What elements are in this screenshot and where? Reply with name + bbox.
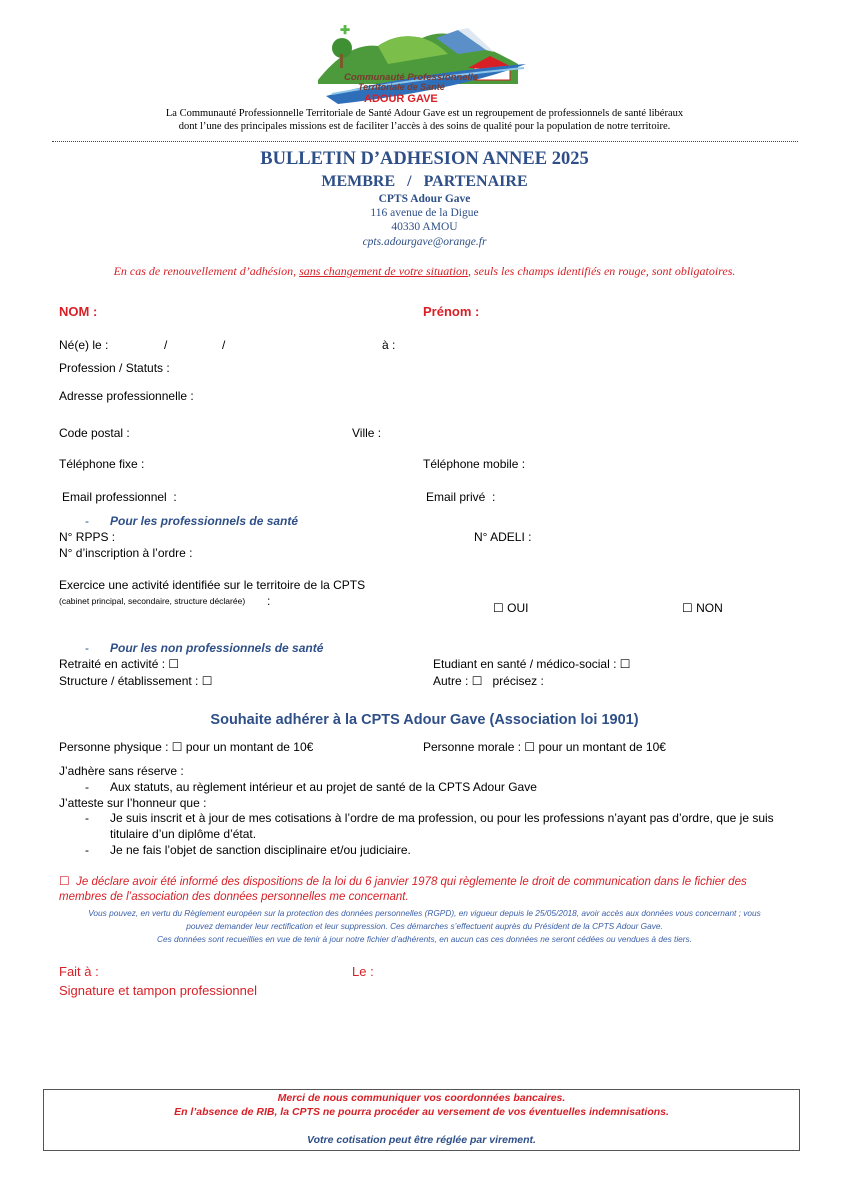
nom-label: NOM : xyxy=(59,304,98,319)
activity-note: (cabinet principal, secondaire, structure déclarée) xyxy=(59,596,246,606)
rgpd-line3: Ces données sont recueillies en vue de tenir à jour notre fichier d’adhérents, en aucun cas ces données ne seront cédées ou vendues à des tiers. xyxy=(156,934,693,944)
email-private-label: Email privé : xyxy=(426,490,496,504)
prenom-label: Prénom : xyxy=(423,304,480,319)
address-label: Adresse professionnelle : xyxy=(59,389,194,403)
renewal-note: En cas de renouvellement d’adhésion, sans changement de votre situation, seuls les champs identifiés en rouge, sont obligatoires. xyxy=(113,264,736,278)
logo-text-2: Territoriale de Santé xyxy=(358,82,445,92)
oui-option[interactable]: ☐ OUI xyxy=(493,601,529,615)
separator xyxy=(52,141,798,142)
checkbox-icon[interactable]: ☐ xyxy=(168,657,180,671)
cpts-logo xyxy=(318,24,530,108)
rgpd-line2: pouvez demander leur rectification et leur suppression. Ces démarches s’effectuent auprès du Président de la CPTS Adour Gave. xyxy=(186,921,663,931)
nonpro-section-heading: Pour les non professionnels de santé xyxy=(110,641,324,655)
postal-code-label: Code postal : xyxy=(59,426,130,440)
statuts-dash: - xyxy=(85,780,89,794)
signature-label: Signature et tampon professionnel xyxy=(59,983,258,998)
nonpro-section-dash: - xyxy=(85,641,89,655)
retired-option[interactable]: Retraité en activité : ☐ xyxy=(59,657,180,671)
atteste-text: J’atteste sur l’honneur que : xyxy=(59,796,207,810)
activity-label: Exercice une activité identifiée sur le territoire de la CPTS xyxy=(59,578,366,592)
checkbox-icon[interactable]: ☐ xyxy=(59,874,70,888)
physical-person-option[interactable]: Personne physique : ☐ pour un montant de 10€ xyxy=(59,740,314,754)
pro-section-dash: - xyxy=(85,514,89,528)
date-label: Le : xyxy=(352,964,374,979)
birthdate-label: Né(e) le : xyxy=(59,338,109,352)
landline-label: Téléphone fixe : xyxy=(59,457,145,471)
mobile-label: Téléphone mobile : xyxy=(423,457,526,471)
sanction-dash: - xyxy=(85,843,89,857)
non-option[interactable]: ☐ NON xyxy=(682,601,723,615)
org-city: 40330 AMOU xyxy=(391,221,458,233)
birthplace-label: à : xyxy=(382,338,396,352)
intro-line-1: La Communauté Professionnelle Territoriale de Santé Adour Gave est un regroupement de professionnels de santé libéraux xyxy=(165,108,684,119)
org-street: 116 avenue de la Digue xyxy=(370,207,479,219)
logo-text-1: Communauté Professionnelle xyxy=(344,72,479,83)
checkbox-icon[interactable]: ☐ xyxy=(493,601,504,615)
declaration-line2: membres de l’association des données personnelles me concernant. xyxy=(59,891,409,903)
order-registration-label: N° d’inscription à l’ordre : xyxy=(59,546,193,560)
rgpd-line1: Vous pouvez, en vertu du Règlement européen sur la protection des données personnelles (RGPD), en vigueur depuis le 25/05/2018, avoir accès aux données vous concernant ; vous xyxy=(88,908,761,918)
fait-label: Fait à : xyxy=(59,964,99,979)
checkbox-icon[interactable]: ☐ xyxy=(471,674,483,688)
footer-line2: En l’absence de RIB, la CPTS ne pourra procéder au versement de vos éventuelles indemnisations. xyxy=(174,1106,669,1118)
other-option[interactable]: Autre : ☐ précisez : xyxy=(433,674,544,688)
svg-text:✚: ✚ xyxy=(340,24,351,37)
checkbox-icon[interactable]: ☐ xyxy=(524,740,536,754)
birthdate-slash-1: / xyxy=(164,338,168,352)
profession-label: Profession / Statuts : xyxy=(59,361,170,375)
legal-person-option[interactable]: Personne morale : ☐ pour un montant de 10€ xyxy=(423,740,666,754)
bank-info-box xyxy=(43,1089,800,1151)
intro-line-2: dont l’une des principales missions est de faciliter l’accès à des soins de qualité pour la population de notre territoire. xyxy=(178,121,671,132)
checkbox-icon[interactable]: ☐ xyxy=(682,601,693,615)
adhesion-heading: Souhaite adhérer à la CPTS Adour Gave (Association loi 1901) xyxy=(210,712,639,728)
sanction-item: Je ne fais l’objet de sanction disciplinaire et/ou judiciaire. xyxy=(110,843,411,857)
declaration-line1[interactable]: ☐ Je déclare avoir été informé des dispositions de la loi du 6 janvier 1978 qui règlemente le droit de communication dans le fichier des xyxy=(59,874,747,888)
inscrit-dash: - xyxy=(85,811,89,825)
inscrit-item-line2: titulaire d’un diplôme d’état. xyxy=(110,827,257,841)
logo-text-3: ADOUR GAVE xyxy=(364,93,438,105)
city-label: Ville : xyxy=(352,426,382,440)
pro-section-heading: Pour les professionnels de santé xyxy=(110,514,299,528)
footer-line3: Votre cotisation peut être réglée par virement. xyxy=(307,1134,536,1146)
student-option[interactable]: Etudiant en santé / médico-social : ☐ xyxy=(433,657,631,671)
page-subtitle: MEMBRE / PARTENAIRE xyxy=(321,173,528,190)
structure-option[interactable]: Structure / établissement : ☐ xyxy=(59,674,213,688)
adhere-text: J’adhère sans réserve : xyxy=(59,764,184,778)
birthdate-slash-2: / xyxy=(222,338,226,352)
email-pro-label: Email professionnel : xyxy=(62,490,177,504)
checkbox-icon[interactable]: ☐ xyxy=(201,674,213,688)
footer-line1: Merci de nous communiquer vos coordonnées bancaires. xyxy=(277,1092,566,1104)
rpps-label: N° RPPS : xyxy=(59,530,116,544)
inscrit-item-line1: Je suis inscrit et à jour de mes cotisations à l’ordre de ma profession, ou pour les professions n’ayant pas d’ordre, que je suis xyxy=(110,811,774,825)
adeli-label: N° ADELI : xyxy=(474,530,532,544)
statuts-item: Aux statuts, au règlement intérieur et au projet de santé de la CPTS Adour Gave xyxy=(110,780,537,794)
org-name: CPTS Adour Gave xyxy=(378,193,471,205)
org-email: cpts.adourgave@orange.fr xyxy=(362,236,487,248)
checkbox-icon[interactable]: ☐ xyxy=(619,657,631,671)
page-title: BULLETIN D’ADHESION ANNEE 2025 xyxy=(260,149,589,169)
activity-colon: : xyxy=(267,594,271,608)
checkbox-icon[interactable]: ☐ xyxy=(171,740,183,754)
